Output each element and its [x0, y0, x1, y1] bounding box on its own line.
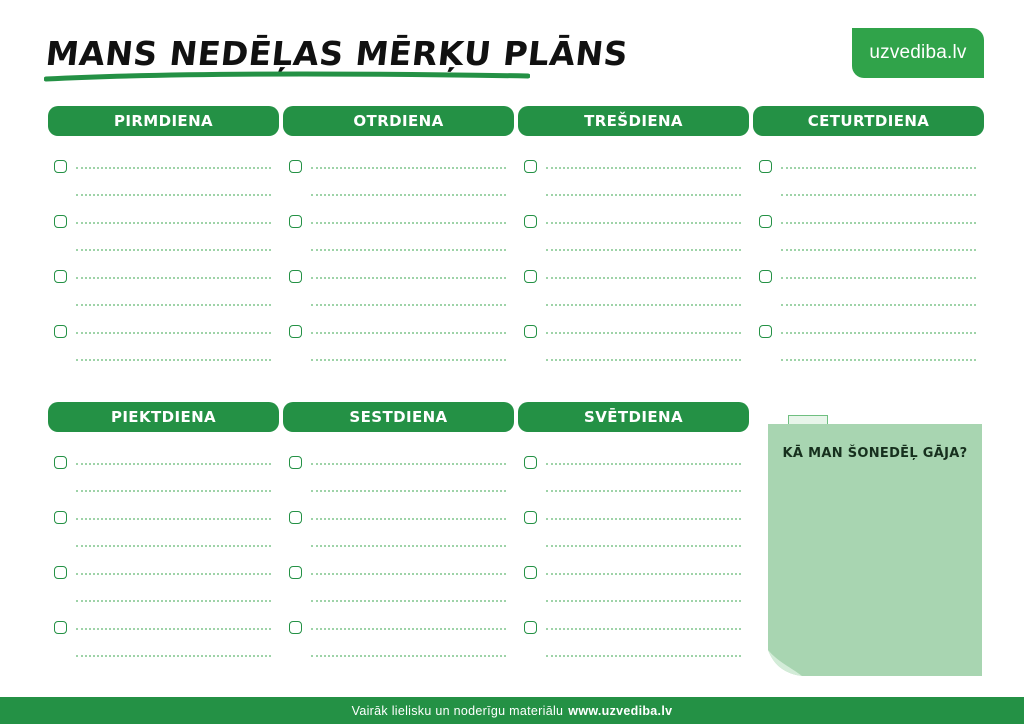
writing-line[interactable] — [311, 463, 506, 465]
writing-line[interactable] — [781, 304, 976, 306]
writing-line[interactable] — [546, 249, 741, 251]
writing-line[interactable] — [311, 277, 506, 279]
task-item — [283, 564, 514, 598]
writing-line[interactable] — [546, 655, 741, 657]
writing-line[interactable] — [546, 167, 741, 169]
task-item — [518, 158, 749, 192]
day-header: OTRDIENA — [283, 106, 514, 136]
task-checkbox[interactable] — [524, 270, 537, 283]
task-item — [753, 158, 984, 192]
task-item — [518, 323, 749, 357]
page-title: MANS NEDĒĻAS MĒRĶU PLĀNS — [43, 34, 631, 73]
task-checkbox[interactable] — [524, 511, 537, 524]
footer-link[interactable]: www.uzvediba.lv — [568, 703, 673, 718]
task-checkbox[interactable] — [524, 566, 537, 579]
task-item — [518, 213, 749, 247]
writing-line[interactable] — [311, 573, 506, 575]
writing-line[interactable] — [76, 655, 271, 657]
task-checkbox[interactable] — [54, 566, 67, 579]
task-item — [48, 268, 279, 302]
writing-line[interactable] — [311, 628, 506, 630]
writing-line[interactable] — [76, 463, 271, 465]
writing-line[interactable] — [546, 490, 741, 492]
writing-line[interactable] — [781, 277, 976, 279]
task-item — [48, 213, 279, 247]
task-item — [283, 158, 514, 192]
writing-line[interactable] — [546, 277, 741, 279]
task-item — [283, 268, 514, 302]
task-item — [48, 454, 279, 488]
task-item — [283, 213, 514, 247]
task-item — [283, 509, 514, 543]
task-checkbox[interactable] — [759, 215, 772, 228]
day-header: CETURTDIENA — [753, 106, 984, 136]
task-item — [283, 619, 514, 653]
writing-line[interactable] — [546, 600, 741, 602]
task-checkbox[interactable] — [54, 621, 67, 634]
writing-line[interactable] — [781, 332, 976, 334]
writing-line[interactable] — [781, 222, 976, 224]
task-item — [518, 619, 749, 653]
task-item — [283, 323, 514, 357]
task-checkbox[interactable] — [524, 215, 537, 228]
task-checkbox[interactable] — [54, 160, 67, 173]
writing-line[interactable] — [76, 490, 271, 492]
writing-line[interactable] — [311, 332, 506, 334]
writing-line[interactable] — [311, 304, 506, 306]
task-checkbox[interactable] — [289, 511, 302, 524]
task-checkbox[interactable] — [289, 270, 302, 283]
writing-line[interactable] — [76, 222, 271, 224]
writing-line[interactable] — [76, 518, 271, 520]
task-checkbox[interactable] — [54, 511, 67, 524]
writing-line[interactable] — [781, 194, 976, 196]
writing-line[interactable] — [311, 359, 506, 361]
task-checkbox[interactable] — [289, 566, 302, 579]
task-checkbox[interactable] — [289, 456, 302, 469]
footer — [0, 697, 1024, 724]
writing-line[interactable] — [311, 222, 506, 224]
writing-line[interactable] — [76, 332, 271, 334]
task-checkbox[interactable] — [524, 456, 537, 469]
task-checkbox[interactable] — [289, 215, 302, 228]
writing-line[interactable] — [76, 359, 271, 361]
writing-line[interactable] — [546, 304, 741, 306]
task-checkbox[interactable] — [54, 215, 67, 228]
writing-line[interactable] — [546, 628, 741, 630]
day-header: SVĒTDIENA — [518, 402, 749, 432]
writing-line[interactable] — [76, 573, 271, 575]
task-item — [48, 323, 279, 357]
task-checkbox[interactable] — [289, 160, 302, 173]
task-item — [48, 509, 279, 543]
writing-line[interactable] — [76, 600, 271, 602]
task-checkbox[interactable] — [759, 270, 772, 283]
page-curl-icon — [768, 650, 802, 676]
writing-line[interactable] — [311, 249, 506, 251]
writing-line[interactable] — [311, 655, 506, 657]
task-checkbox[interactable] — [524, 325, 537, 338]
writing-line[interactable] — [546, 222, 741, 224]
writing-line[interactable] — [781, 359, 976, 361]
writing-line[interactable] — [546, 545, 741, 547]
task-item — [518, 509, 749, 543]
day-header: SESTDIENA — [283, 402, 514, 432]
task-item — [48, 619, 279, 653]
task-item — [753, 268, 984, 302]
task-item — [518, 268, 749, 302]
writing-line[interactable] — [76, 277, 271, 279]
reflection-question: KĀ MAN ŠONEDĒĻ GĀJA? — [782, 446, 968, 461]
task-item — [518, 454, 749, 488]
task-item — [283, 454, 514, 488]
footer-text: Vairāk lielisku un noderīgu materiālu — [351, 703, 564, 718]
task-item — [753, 213, 984, 247]
writing-line[interactable] — [311, 545, 506, 547]
writing-line[interactable] — [311, 167, 506, 169]
writing-line[interactable] — [546, 573, 741, 575]
task-checkbox[interactable] — [759, 160, 772, 173]
task-checkbox[interactable] — [289, 325, 302, 338]
writing-line[interactable] — [311, 490, 506, 492]
writing-line[interactable] — [76, 545, 271, 547]
writing-line[interactable] — [781, 249, 976, 251]
writing-line[interactable] — [781, 167, 976, 169]
task-checkbox[interactable] — [524, 621, 537, 634]
writing-line[interactable] — [546, 518, 741, 520]
task-item — [48, 158, 279, 192]
brand-logo: uzvediba.lv — [852, 28, 984, 78]
task-checkbox[interactable] — [54, 456, 67, 469]
writing-line[interactable] — [76, 167, 271, 169]
task-item — [48, 564, 279, 598]
writing-line[interactable] — [76, 249, 271, 251]
reflection-note[interactable] — [768, 424, 982, 676]
writing-line[interactable] — [311, 518, 506, 520]
writing-line[interactable] — [76, 628, 271, 630]
task-checkbox[interactable] — [759, 325, 772, 338]
task-checkbox[interactable] — [289, 621, 302, 634]
task-checkbox[interactable] — [54, 325, 67, 338]
writing-line[interactable] — [311, 600, 506, 602]
task-checkbox[interactable] — [524, 160, 537, 173]
writing-line[interactable] — [546, 463, 741, 465]
day-header: TREŠDIENA — [518, 106, 749, 136]
title-underline — [44, 70, 530, 84]
task-item — [518, 564, 749, 598]
writing-line[interactable] — [76, 304, 271, 306]
task-item — [753, 323, 984, 357]
writing-line[interactable] — [311, 194, 506, 196]
writing-line[interactable] — [546, 359, 741, 361]
writing-line[interactable] — [546, 332, 741, 334]
task-checkbox[interactable] — [54, 270, 67, 283]
writing-line[interactable] — [76, 194, 271, 196]
day-header: PIRMDIENA — [48, 106, 279, 136]
writing-line[interactable] — [546, 194, 741, 196]
day-header: PIEKTDIENA — [48, 402, 279, 432]
